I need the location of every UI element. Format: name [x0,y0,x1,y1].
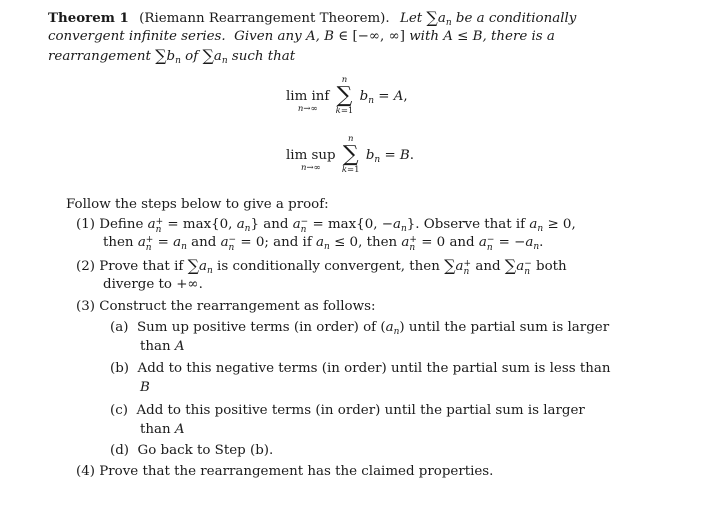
step-3-line-1 [76,298,375,315]
theorem-line-3: rearrangement $\sum b_n$ of $\sum a_n$ such that [48,46,296,66]
theorem-name: (Riemann Rearrangement Theorem). [139,11,390,26]
substep-c-line-2: than A [140,422,185,437]
equation-liminf: lim inf n→∞ n ∑ k=1 $b_n = A$, [286,75,408,116]
substep-d-label: (d) [110,443,130,458]
step-1-line-1: (1) Define a+ n = max{0, $a_n$} and a− n = max{0, $-a_n$}. Observe that if $a_n \ge 0$, [76,217,576,235]
proof-intro: Follow the steps below to give a proof: [66,197,329,212]
theorem-heading: Theorem 1 [48,10,129,26]
substep-b-line-1 [110,360,610,377]
substep-b-text: Add to this negative terms (in order) until the partial sum is less than [137,361,611,376]
substep-c-label: (c) [110,403,128,418]
step-4-text: Prove that the rearrangement has the claimed properties. [99,464,494,479]
step-1-line-2: then a+ $n = a_n$ and a− n = 0; and if $a_n \le 0$, then a+ n = 0 and a− $n = -a_n$. [103,235,544,253]
substep-b-line-2: B [140,380,150,395]
theorem-line-2: convergent infinite series. Given any A, B ∈ [−∞, ∞] with A ≤ B, there is a [48,29,555,44]
substep-a-line-1: (a) Sum up positive terms (in order) of $(a_n)$ until the partial sum is larger [110,320,610,337]
substep-c-text: Add to this positive terms (in order) until the partial sum is larger [136,403,585,418]
substep-a-line-2: than A [140,339,185,354]
substep-c-line-1 [110,402,585,419]
step-2-line-2: diverge to +∞. [103,277,203,292]
step-2-number: (2) [76,259,95,274]
equation-limsup: lim sup n→∞ n ∑ k=1 $b_n = B$. [286,134,415,175]
substep-b-label: (b) [110,361,130,376]
step-3-text: Construct the rearrangement as follows: [99,299,376,314]
substep-d-text: Go back to Step (b). [137,443,274,458]
step-1-number: (1) [76,217,95,232]
step-3-number: (3) [76,299,95,314]
step-2-line-1: (2) Prove that if $\sum a_n$ is conditionally convergent, then ∑a+ n and ∑a− n both [76,256,567,277]
step-4-number: (4) [76,464,95,479]
substep-a-label: (a) [110,320,129,335]
theorem-text-1: Let $\sum a_n$ be a conditionally [399,8,577,28]
step-4-line-1 [76,463,493,480]
substep-d-line-1 [110,442,273,459]
